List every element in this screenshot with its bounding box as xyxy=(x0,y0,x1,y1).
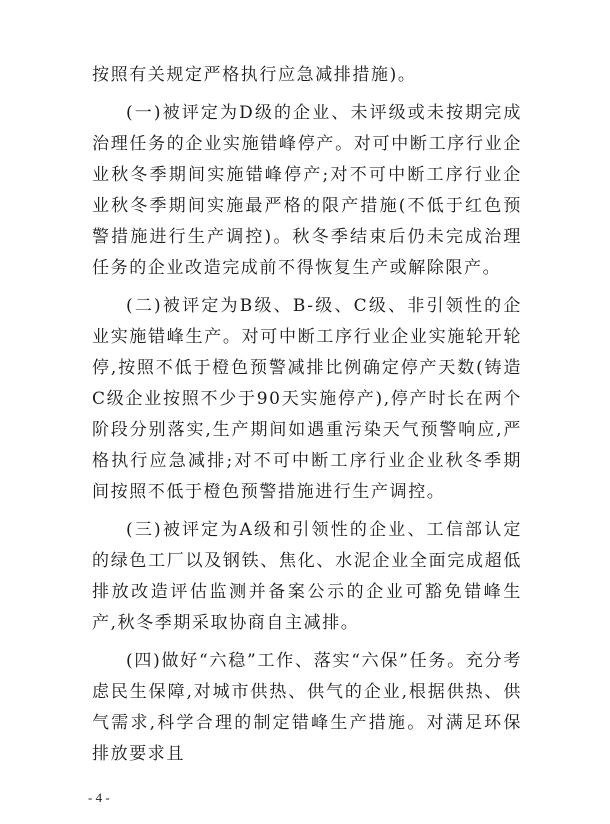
paragraph-item-4: (四)做好“六稳”工作、落实“六保”任务。充分考虑民生保障,对城市供热、供气的企业,根据供热、供气需求,科学合理的制定错峰生产措施。对满足环保排放要求且 xyxy=(92,651,522,764)
paragraph-item-1: (一)被评定为D级的企业、未评级或未按期完成治理任务的企业实施错峰停产。对可中断工序行业企业秋冬季期间实施错峰停产;对不可中断工序行业企业秋冬季期间实施最严格的限产措施(不低于红色预警措施进行生产调控)。秋冬季结束后仍未完成治理任务的企业改造完成前不得恢复生产或解除限产。 xyxy=(92,103,522,278)
paragraph-continuation: 按照有关规定严格执行应急减排措施)。 xyxy=(92,65,417,85)
body-text xyxy=(92,60,522,770)
paragraph-item-2: (二)被评定为B级、B-级、C级、非引领性的企业实施错峰生产。对可中断工序行业企业实施轮开轮停,按照不低于橙色预警减排比例确定停产天数(铸造C级企业按照不少于90天实施停产),停产时长在两个阶段分别落实,生产期间如遇重污染天气预警响应,严格执行应急减排;对不可中断工序行业企业秋冬季期间按照不低于橙色预警措施进行生产调控。 xyxy=(92,296,522,502)
paragraph-item-3: (三)被评定为A级和引领性的企业、工信部认定的绿色工厂以及钢铁、焦化、水泥企业全面完成超低排放改造评估监测并备案公示的企业可豁免错峰生产,秋冬季期采取协商自主减排。 xyxy=(92,520,522,633)
page-number: - 4 - xyxy=(88,790,110,805)
